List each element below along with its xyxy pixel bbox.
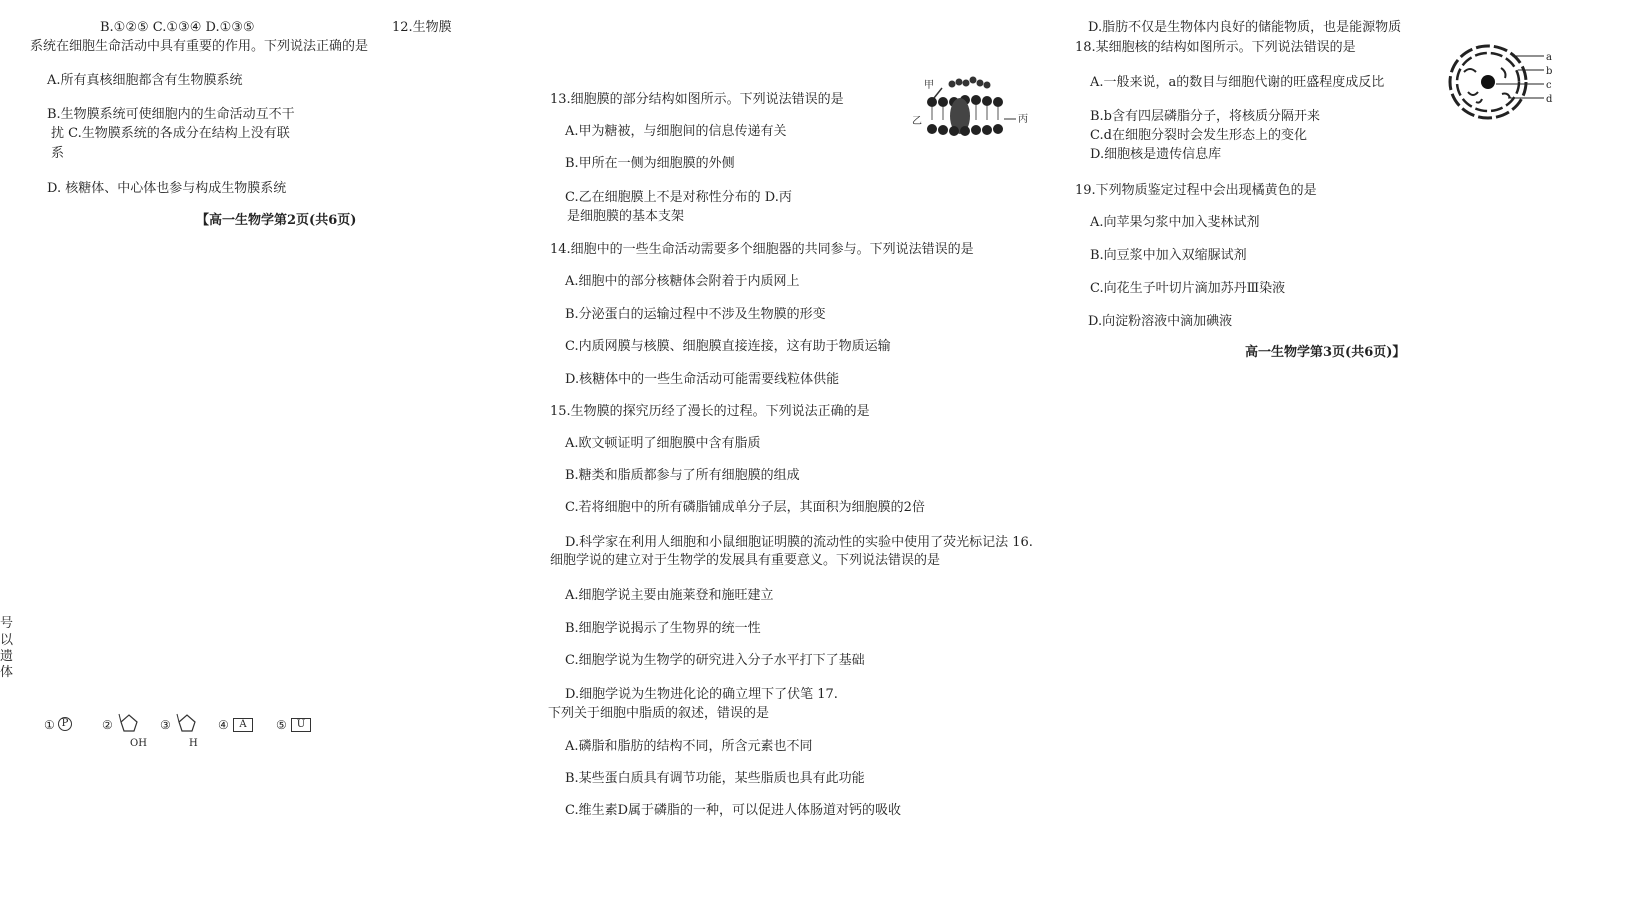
deoxyribose-ring-icon — [174, 712, 200, 736]
q18-option-b: B.b含有四层磷脂分子，将核质分隔开来 — [1090, 109, 1321, 124]
edge-char-3: 遗 — [0, 649, 14, 664]
struct-label-5: ⑤ — [276, 718, 287, 732]
q12-option-c-line3: 系 — [51, 146, 65, 161]
fig13-label-bing: 丙 — [1018, 114, 1028, 125]
q15-stem: 15.生物膜的探究历经了漫长的过程。下列说法正确的是 — [550, 404, 870, 419]
q17-option-d: D.脂肪不仅是生物体内良好的储能物质，也是能源物质 — [1088, 20, 1402, 35]
fig13-label-yi: 乙 — [912, 116, 922, 127]
fig18-label-c: c — [1546, 80, 1552, 91]
q13-option-c: C.乙在细胞膜上不是对称性分布的 D.丙 — [565, 190, 792, 205]
q12-number: 12.生物膜 — [392, 20, 452, 35]
struct-mark-h: H — [189, 738, 198, 749]
q18-option-d: D.细胞核是遗传信息库 — [1090, 147, 1222, 162]
ribose-ring-icon — [116, 712, 142, 736]
nucleus-diagram-icon — [1446, 40, 1556, 128]
nucleus-figure — [1446, 40, 1556, 128]
q15-option-b: B.糖类和脂质都参与了所有细胞膜的组成 — [565, 468, 800, 483]
q18-stem: 18.某细胞核的结构如图所示。下列说法错误的是 — [1075, 40, 1356, 55]
q12-option-b-line2: 扰 C.生物膜系统的各成分在结构上没有联 — [51, 126, 290, 141]
struct-mark-oh: OH — [130, 738, 147, 749]
q15-option-c: C.若将细胞中的所有磷脂铺成单分子层，其面积为细胞膜的2倍 — [565, 500, 925, 515]
q17-stem: 下列关于细胞中脂质的叙述，错误的是 — [548, 706, 770, 721]
q14-option-a: A.细胞中的部分核糖体会附着于内质网上 — [565, 274, 800, 289]
base-box-a: A — [233, 718, 253, 732]
q12-stem: 系统在细胞生命活动中具有重要的作用。下列说法正确的是 — [30, 39, 369, 54]
struct-label-3: ③ — [160, 718, 171, 732]
q13-stem: 13.细胞膜的部分结构如图所示。下列说法错误的是 — [550, 92, 844, 107]
q19-stem: 19.下列物质鉴定过程中会出现橘黄色的是 — [1075, 183, 1317, 198]
q17-option-b: B.某些蛋白质具有调节功能，某些脂质也具有此功能 — [565, 771, 865, 786]
q17-option-a: A.磷脂和脂肪的结构不同，所含元素也不同 — [565, 739, 813, 754]
structure-formula-row — [44, 712, 334, 752]
q17-option-c: C.维生素D属于磷脂的一种，可以促进人体肠道对钙的吸收 — [565, 803, 902, 818]
q18-option-c: C.d在细胞分裂时会发生形态上的变化 — [1090, 128, 1307, 143]
edge-char-1: 号 — [0, 616, 14, 631]
edge-char-4: 体 — [0, 665, 14, 680]
phosphate-circle: P — [58, 717, 72, 731]
q19-option-d: D.向淀粉溶液中滴加碘液 — [1088, 314, 1233, 329]
struct-label-2: ② — [102, 718, 113, 732]
q16-stem: 细胞学说的建立对于生物学的发展具有重要意义。下列说法错误的是 — [550, 553, 941, 568]
page-footer-right: 高一生物学第3页(共6页)】 — [1245, 345, 1406, 360]
base-box-u: U — [291, 718, 311, 732]
q13-option-d: 是细胞膜的基本支架 — [567, 209, 685, 224]
q16-option-a: A.细胞学说主要由施莱登和施旺建立 — [565, 588, 774, 603]
q12-option-b-line1: B.生物膜系统可使细胞内的生命活动互不干 — [47, 107, 295, 122]
q16-option-b: B.细胞学说揭示了生物界的统一性 — [565, 621, 761, 636]
q15-option-a: A.欧文顿证明了细胞膜中含有脂质 — [565, 436, 761, 451]
q19-option-b: B.向豆浆中加入双缩脲试剂 — [1090, 248, 1247, 263]
q16-option-c: C.细胞学说为生物学的研究进入分子水平打下了基础 — [565, 653, 865, 668]
q19-option-a: A.向苹果匀浆中加入斐林试剂 — [1090, 215, 1260, 230]
q11-options: B.①②⑤ C.①③④ D.①③⑤ — [100, 20, 255, 35]
q13-option-b: B.甲所在一侧为细胞膜的外侧 — [565, 156, 735, 171]
edge-char-2: 以 — [0, 633, 14, 648]
struct-label-1: ① — [44, 718, 55, 732]
q14-stem: 14.细胞中的一些生命活动需要多个细胞器的共同参与。下列说法错误的是 — [550, 242, 974, 257]
q12-option-d: D. 核糖体、中心体也参与构成生物膜系统 — [47, 181, 287, 196]
struct-label-4: ④ — [218, 718, 229, 732]
fig18-label-b: b — [1546, 66, 1553, 77]
fig18-label-d: d — [1546, 94, 1553, 105]
fig13-label-jia: 甲 — [924, 80, 934, 91]
q14-option-c: C.内质网膜与核膜、细胞膜直接连接，这有助于物质运输 — [565, 339, 891, 354]
q12-option-a: A.所有真核细胞都含有生物膜系统 — [47, 73, 243, 88]
q19-option-c: C.向花生子叶切片滴加苏丹Ⅲ染液 — [1090, 281, 1286, 296]
q14-option-b: B.分泌蛋白的运输过程中不涉及生物膜的形变 — [565, 307, 826, 322]
page-footer-left: 【高一生物学第2页(共6页) — [196, 213, 357, 228]
q14-option-d: D.核糖体中的一些生命活动可能需要线粒体供能 — [565, 372, 840, 387]
fig18-label-a: a — [1546, 52, 1552, 63]
cell-membrane-figure — [912, 74, 1032, 154]
q15-option-d: D.科学家在利用人细胞和小鼠细胞证明膜的流动性的实验中使用了荧光标记法 16. — [565, 535, 1033, 550]
q16-option-d: D.细胞学说为生物进化论的确立埋下了伏笔 17. — [565, 687, 838, 702]
q18-option-a: A.一般来说，a的数目与细胞代谢的旺盛程度成反比 — [1090, 75, 1385, 90]
q13-option-a: A.甲为糖被，与细胞间的信息传递有关 — [565, 124, 787, 139]
